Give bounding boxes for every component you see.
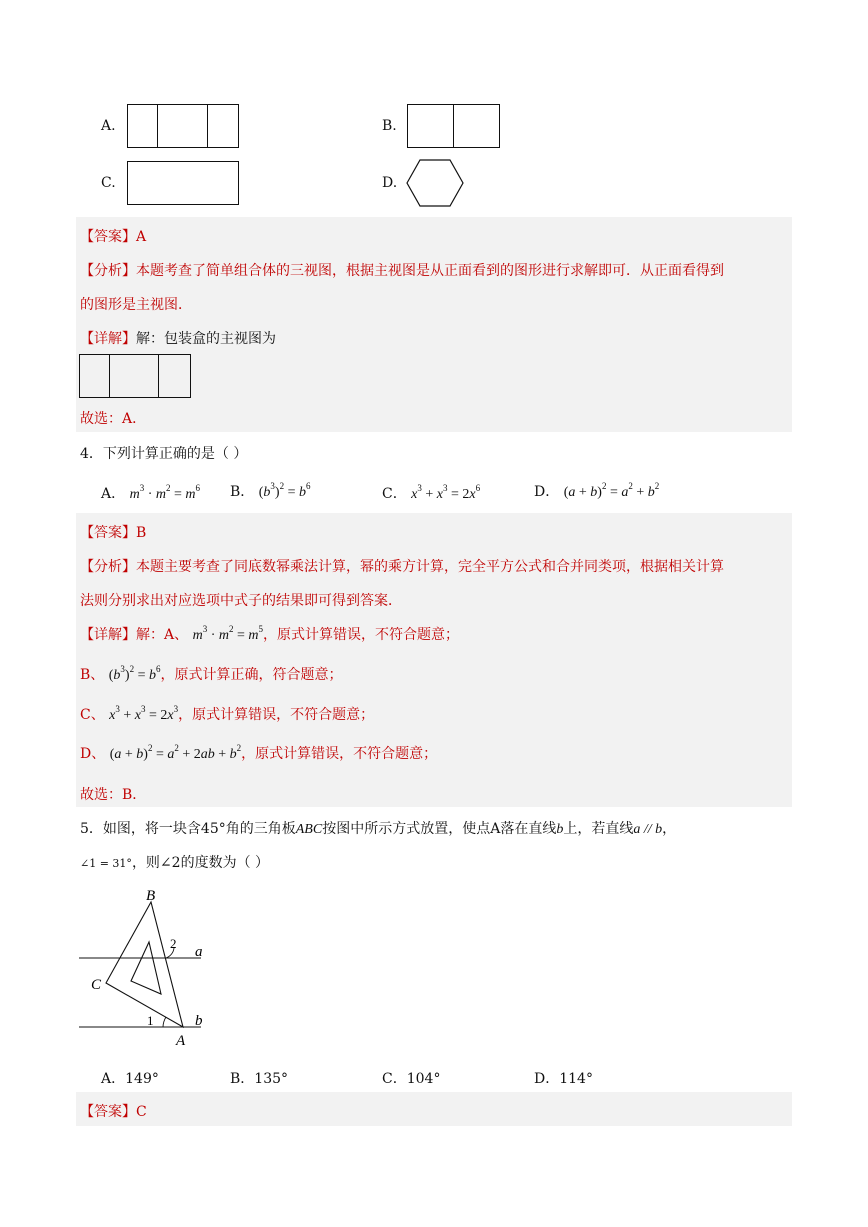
q4-option-a-label: A． (101, 486, 126, 502)
q4-option-d[interactable] (534, 481, 659, 501)
q5-stem-comma: ， (662, 821, 677, 837)
option-c-figure (127, 161, 239, 205)
q4-option-c-formula: $x^3 + x^3 = 2x^6$ (411, 483, 481, 502)
label-A: A (176, 1033, 186, 1049)
q5-stem-part: ，则∠2的度数为（ ） (131, 855, 270, 871)
q4-detail-b-suffix: ，原式计算正确，符合题意； (160, 667, 343, 683)
q5-answer-block (76, 1092, 792, 1126)
outer-triangle (106, 902, 183, 1027)
q5-option-b-value: 135° (254, 1071, 289, 1087)
q4-stem: 4．下列计算正确的是（ ） (80, 446, 248, 462)
q5-stem-line2 (80, 852, 269, 872)
q4-detail-b-formula: $(b^3)^2 = b^6$ (108, 664, 161, 683)
label-C: C (91, 977, 102, 993)
q4-detail-a-suffix: ，原式计算错误，不符合题意； (263, 627, 460, 643)
q4-detail-c-formula: $x^3 + x^3 = 2x^3$ (109, 704, 179, 723)
option-a-label[interactable]: A. (101, 118, 116, 134)
q5-option-c-label: C． (382, 1071, 407, 1087)
q5-stem-deg: 45° (200, 821, 226, 837)
q5-option-a-value: 149° (125, 1071, 159, 1087)
q4-analysis-line2: 法则分别求出对应选项中式子的结果即可得到答案． (80, 593, 402, 609)
q4-option-c[interactable] (382, 483, 480, 503)
q4-option-b-label: B． (230, 484, 255, 500)
q4-option-b[interactable] (230, 481, 311, 501)
inner-triangle (131, 942, 161, 994)
q4-detail-a-formula: $m^3 \cdot m^2 = m^5$ (192, 624, 264, 643)
q4-detail-d-prefix: D、 (80, 746, 106, 762)
q5-option-d[interactable] (534, 1068, 593, 1088)
q4-detail-b-prefix: B、 (80, 667, 105, 683)
q5-option-d-value: 114° (559, 1071, 593, 1087)
q5-stem-part: 5．如图，将一块含 (80, 821, 201, 837)
q3-detail (80, 328, 276, 348)
label-angle-1: 1 (147, 1013, 154, 1028)
q4-detail-a (80, 624, 459, 644)
q4-option-a-formula: $m^3 \cdot m^2 = m^6$ (129, 483, 201, 502)
option-b-label[interactable]: B. (382, 118, 397, 134)
q5-stem-abc: ABC (295, 822, 323, 837)
q5-option-b-label: B． (230, 1071, 255, 1087)
q5-option-a[interactable] (101, 1068, 159, 1088)
q5-option-c[interactable] (382, 1068, 440, 1088)
q4-option-a[interactable] (101, 483, 200, 503)
q4-detail-tag: 【详解】 (80, 627, 136, 643)
q5-stem-line1 (80, 818, 676, 838)
q4-option-d-label: D． (534, 484, 560, 500)
q3-answer: 【答案】A (80, 229, 147, 245)
q5-answer: 【答案】C (80, 1104, 147, 1120)
q5-option-c-value: 104° (406, 1071, 441, 1087)
q4-detail-d-formula: $(a + b)^2 = a^2 + 2ab + b^2$ (109, 743, 242, 762)
label-angle-2: 2 (170, 936, 177, 951)
q4-detail-a-prefix: 解：A、 (136, 627, 189, 643)
q4-detail-c-prefix: C、 (80, 707, 105, 723)
label-B: B (146, 888, 156, 904)
q4-analysis-line1: 【分析】本题主要考查了同底数幂乘法计算，幂的乘方计算，完全平方公式和合并同类项，根据相关计算 (80, 559, 724, 575)
q3-detail-tag: 【详解】 (80, 331, 136, 347)
q3-analysis-line2: 的图形是主视图． (80, 297, 192, 313)
option-c-label[interactable]: C. (101, 175, 116, 191)
q4-detail-d-suffix: ，原式计算错误，不符合题意； (241, 746, 438, 762)
q5-stem-part: 角的三角板 (225, 821, 296, 837)
q5-option-b[interactable] (230, 1068, 288, 1088)
q4-detail-d (80, 743, 437, 763)
q5-stem-part: 上，若直线 (563, 821, 634, 837)
q3-answer-block (76, 217, 792, 432)
q5-stem-point-a: A (490, 821, 501, 837)
q3-detail-text: 解：包装盒的主视图为 (136, 331, 276, 347)
q5-stem-part: 落在直线 (500, 821, 557, 837)
q4-detail-c-suffix: ，原式计算错误，不符合题意； (178, 707, 375, 723)
angle-1-arc (163, 1017, 166, 1027)
label-b: b (195, 1013, 203, 1029)
option-d-label[interactable]: D. (382, 175, 398, 191)
q4-option-c-label: C． (382, 486, 407, 502)
q4-answer: 【答案】B (80, 525, 147, 541)
label-a: a (195, 944, 203, 960)
q4-detail-c (80, 704, 374, 724)
q5-stem-part: 按图中所示方式放置，使点 (322, 821, 491, 837)
q4-choice: 故选：B． (80, 787, 147, 803)
q5-option-a-label: A． (101, 1071, 126, 1087)
q3-analysis-line1: 【分析】本题考查了简单组合体的三视图，根据主视图是从正面看到的图形进行求解即可．从正面看得到 (80, 263, 724, 279)
q5-stem-line-b: b (556, 822, 564, 837)
q5-stem-angle: ∠1 = 31° (80, 857, 132, 870)
q5-option-d-label: D． (534, 1071, 560, 1087)
q4-option-b-formula: $(b^3)^2 = b^6$ (258, 481, 311, 500)
q5-stem-parallel: a // b (633, 822, 663, 837)
q4-detail-b (80, 664, 343, 684)
q5-triangle-figure (76, 882, 226, 1052)
q4-option-d-formula: $(a + b)^2 = a^2 + b^2$ (563, 481, 660, 500)
q3-choice: 故选：A． (80, 411, 147, 427)
option-d-hexagon-figure (405, 158, 465, 208)
